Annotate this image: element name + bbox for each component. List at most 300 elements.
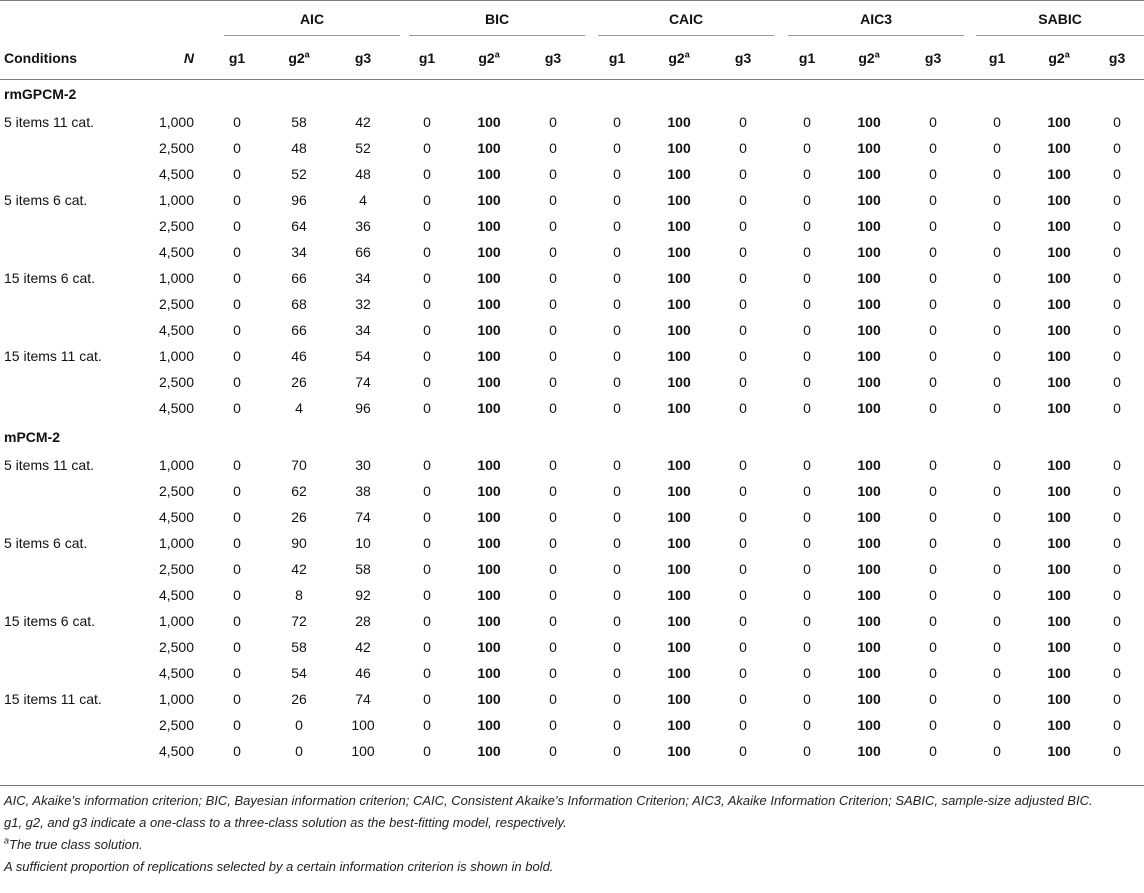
n-cell: 4,500 <box>158 244 194 260</box>
aic-value-cell: 4 <box>295 400 303 416</box>
bic-value-cell: 0 <box>423 561 431 577</box>
aic-value-cell: 70 <box>291 457 307 473</box>
aic3-value-cell: 100 <box>857 114 881 130</box>
bic-value-cell: 0 <box>549 348 557 364</box>
caic-value-cell: 100 <box>667 322 691 338</box>
aic3-value-cell: 0 <box>803 665 811 681</box>
caic-value-cell: 100 <box>667 535 691 551</box>
condition-cell: 5 items 6 cat. <box>4 192 88 208</box>
aic3-value-cell: 100 <box>857 322 881 338</box>
sabic-value-cell: 0 <box>1113 483 1121 499</box>
aic3-value-cell: 0 <box>803 192 811 208</box>
caic-value-cell: 0 <box>739 483 747 499</box>
bic-value-cell: 100 <box>477 322 501 338</box>
caic-value-cell: 0 <box>613 691 621 707</box>
n-cell: 1,000 <box>158 192 194 208</box>
aic-value-cell: 96 <box>355 400 371 416</box>
sabic-value-cell: 0 <box>1113 665 1121 681</box>
sabic-value-cell: 0 <box>1113 192 1121 208</box>
aic3-value-cell: 100 <box>857 561 881 577</box>
aic3-value-cell: 0 <box>929 457 937 473</box>
bic-value-cell: 0 <box>549 218 557 234</box>
aic3-value-cell: 0 <box>929 743 937 759</box>
table-row <box>0 556 1144 582</box>
bic-value-cell: 0 <box>423 296 431 312</box>
aic3-value-cell: 0 <box>929 348 937 364</box>
condition-cell: 15 items 6 cat. <box>4 270 96 286</box>
n-cell: 4,500 <box>158 509 194 525</box>
bic-value-cell: 100 <box>477 535 501 551</box>
n-cell: 2,500 <box>158 140 194 156</box>
class-header-g1-aic3: g1 <box>798 50 816 66</box>
caic-value-cell: 0 <box>739 639 747 655</box>
aic-value-cell: 0 <box>233 218 241 234</box>
bic-value-cell: 0 <box>423 587 431 603</box>
bic-value-cell: 0 <box>423 140 431 156</box>
sabic-value-cell: 0 <box>993 743 1001 759</box>
aic-value-cell: 0 <box>233 509 241 525</box>
table-row <box>0 161 1144 187</box>
bic-value-cell: 100 <box>477 114 501 130</box>
aic3-value-cell: 100 <box>857 270 881 286</box>
condition-cell <box>0 369 140 395</box>
bic-value-cell: 0 <box>423 457 431 473</box>
class-header-g2-aic: g2$^a$ <box>288 49 310 66</box>
table-row <box>0 187 1144 213</box>
condition-cell <box>0 395 140 421</box>
n-cell: 1,000 <box>158 691 194 707</box>
sabic-value-cell: 0 <box>993 613 1001 629</box>
table-row <box>0 369 1144 395</box>
aic3-value-cell: 0 <box>803 218 811 234</box>
aic-value-cell: 0 <box>233 457 241 473</box>
n-header: N <box>183 50 194 66</box>
sabic-value-cell: 0 <box>993 639 1001 655</box>
sabic-value-cell: 0 <box>1113 691 1121 707</box>
caic-value-cell: 100 <box>667 743 691 759</box>
bic-value-cell: 0 <box>549 587 557 603</box>
class-header-g3-sabic: g3 <box>1108 50 1126 66</box>
sabic-value-cell: 0 <box>1113 535 1121 551</box>
bic-value-cell: 0 <box>423 665 431 681</box>
aic-value-cell: 74 <box>355 691 371 707</box>
caic-value-cell: 100 <box>667 296 691 312</box>
caic-value-cell: 0 <box>613 140 621 156</box>
aic3-value-cell: 0 <box>803 509 811 525</box>
bic-value-cell: 100 <box>477 587 501 603</box>
bic-value-cell: 0 <box>423 244 431 260</box>
aic3-value-cell: 0 <box>803 244 811 260</box>
sabic-value-cell: 100 <box>1047 613 1071 629</box>
table-body <box>0 78 1144 764</box>
sabic-value-cell: 0 <box>993 140 1001 156</box>
sabic-value-cell: 100 <box>1047 166 1071 182</box>
bic-value-cell: 100 <box>477 244 501 260</box>
aic3-value-cell: 0 <box>929 400 937 416</box>
aic-value-cell: 36 <box>355 218 371 234</box>
bic-value-cell: 0 <box>549 665 557 681</box>
note-bold: A sufficient proportion of replications selected by a certain information criterion is shown in bold. <box>4 859 554 874</box>
caic-value-cell: 0 <box>739 114 747 130</box>
bic-value-cell: 0 <box>423 166 431 182</box>
bic-value-cell: 100 <box>477 166 501 182</box>
caic-value-cell: 100 <box>667 717 691 733</box>
caic-value-cell: 0 <box>739 192 747 208</box>
class-header-g2-bic: g2$^a$ <box>478 49 500 66</box>
aic-value-cell: 58 <box>291 639 307 655</box>
aic3-value-cell: 0 <box>803 483 811 499</box>
aic3-value-cell: 100 <box>857 457 881 473</box>
criterion-header-bic: BIC <box>396 1 586 38</box>
aic-value-cell: 48 <box>291 140 307 156</box>
bic-value-cell: 0 <box>549 717 557 733</box>
table-row <box>0 738 1144 764</box>
bic-value-cell: 0 <box>423 743 431 759</box>
bic-value-cell: 0 <box>549 457 557 473</box>
sabic-value-cell: 0 <box>993 374 1001 390</box>
condition-cell <box>0 582 140 608</box>
results-table <box>0 1 1144 764</box>
aic-value-cell: 42 <box>355 639 371 655</box>
bic-value-cell: 100 <box>477 743 501 759</box>
sabic-value-cell: 0 <box>1113 322 1121 338</box>
condition-cell <box>0 660 140 686</box>
aic3-value-cell: 100 <box>857 192 881 208</box>
sabic-value-cell: 0 <box>1113 140 1121 156</box>
aic-value-cell: 26 <box>291 691 307 707</box>
bottom-rule <box>0 785 1144 786</box>
table-row <box>0 660 1144 686</box>
aic-value-cell: 26 <box>291 509 307 525</box>
aic-value-cell: 58 <box>355 561 371 577</box>
bic-value-cell: 0 <box>549 114 557 130</box>
caic-value-cell: 0 <box>739 717 747 733</box>
sabic-value-cell: 100 <box>1047 348 1071 364</box>
class-header-g1-bic: g1 <box>418 50 436 66</box>
sabic-value-cell: 100 <box>1047 691 1071 707</box>
bic-value-cell: 0 <box>549 743 557 759</box>
caic-value-cell: 0 <box>613 743 621 759</box>
condition-cell: 5 items 11 cat. <box>4 457 95 473</box>
criterion-header-aic3: AIC3 <box>776 1 966 38</box>
caic-value-cell: 100 <box>667 613 691 629</box>
table-row <box>0 530 1144 556</box>
aic-value-cell: 0 <box>295 743 303 759</box>
n-cell: 2,500 <box>158 483 194 499</box>
table-row <box>0 712 1144 738</box>
aic3-value-cell: 0 <box>803 639 811 655</box>
aic-value-cell: 0 <box>233 348 241 364</box>
caic-value-cell: 0 <box>613 613 621 629</box>
sabic-value-cell: 0 <box>993 218 1001 234</box>
n-cell: 4,500 <box>158 665 194 681</box>
aic-value-cell: 66 <box>291 322 307 338</box>
section-row <box>0 78 1144 109</box>
aic3-value-cell: 0 <box>929 561 937 577</box>
sabic-value-cell: 0 <box>993 717 1001 733</box>
caic-value-cell: 0 <box>613 348 621 364</box>
aic-value-cell: 92 <box>355 587 371 603</box>
aic3-value-cell: 0 <box>803 587 811 603</box>
aic3-value-cell: 0 <box>803 743 811 759</box>
caic-value-cell: 0 <box>613 587 621 603</box>
condition-cell: 5 items 11 cat. <box>4 114 95 130</box>
conditions-header: Conditions <box>4 50 78 66</box>
note-abbreviations: AIC, Akaike’s information criterion; BIC, Bayesian information criterion; CAIC, Consistent Akaike’s Information Criterion; AIC3, Akaike Information Criterion; SABIC, sample-size adjusted BIC. <box>4 793 1093 808</box>
aic3-value-cell: 0 <box>929 114 937 130</box>
caic-value-cell: 0 <box>739 457 747 473</box>
sabic-value-cell: 100 <box>1047 296 1071 312</box>
sabic-value-cell: 0 <box>993 400 1001 416</box>
aic-value-cell: 8 <box>295 587 303 603</box>
aic-value-cell: 46 <box>355 665 371 681</box>
aic-value-cell: 4 <box>359 192 367 208</box>
aic3-value-cell: 0 <box>929 192 937 208</box>
bic-value-cell: 0 <box>423 613 431 629</box>
sabic-value-cell: 100 <box>1047 244 1071 260</box>
caic-value-cell: 100 <box>667 140 691 156</box>
aic-value-cell: 72 <box>291 613 307 629</box>
sabic-value-cell: 0 <box>1113 296 1121 312</box>
aic-value-cell: 0 <box>233 613 241 629</box>
bic-value-cell: 0 <box>423 483 431 499</box>
aic3-value-cell: 100 <box>857 374 881 390</box>
caic-value-cell: 0 <box>739 509 747 525</box>
criterion-header-caic: CAIC <box>586 1 776 38</box>
sabic-value-cell: 0 <box>993 166 1001 182</box>
caic-value-cell: 0 <box>739 218 747 234</box>
bic-value-cell: 0 <box>423 717 431 733</box>
aic-value-cell: 0 <box>233 192 241 208</box>
aic3-value-cell: 0 <box>929 535 937 551</box>
sabic-value-cell: 0 <box>993 244 1001 260</box>
aic3-value-cell: 100 <box>857 587 881 603</box>
aic-value-cell: 38 <box>355 483 371 499</box>
caic-value-cell: 100 <box>667 509 691 525</box>
aic3-value-cell: 100 <box>857 296 881 312</box>
aic3-value-cell: 0 <box>803 114 811 130</box>
condition-cell: 15 items 6 cat. <box>4 613 96 629</box>
sabic-value-cell: 0 <box>993 114 1001 130</box>
n-cell: 1,000 <box>158 613 194 629</box>
caic-value-cell: 0 <box>739 691 747 707</box>
caic-value-cell: 0 <box>613 561 621 577</box>
bic-value-cell: 100 <box>477 561 501 577</box>
sabic-value-cell: 100 <box>1047 114 1071 130</box>
aic-value-cell: 34 <box>355 270 371 286</box>
aic-value-cell: 0 <box>233 166 241 182</box>
sabic-value-cell: 0 <box>1113 613 1121 629</box>
aic-value-cell: 100 <box>351 743 375 759</box>
condition-cell <box>0 317 140 343</box>
caic-value-cell: 0 <box>739 296 747 312</box>
n-cell: 4,500 <box>158 322 194 338</box>
condition-cell <box>0 634 140 660</box>
aic3-value-cell: 0 <box>929 374 937 390</box>
caic-value-cell: 0 <box>739 665 747 681</box>
aic3-value-cell: 100 <box>857 613 881 629</box>
sabic-value-cell: 100 <box>1047 483 1071 499</box>
header-row-criteria <box>0 1 1144 38</box>
true-class-superscript: a <box>684 49 690 60</box>
class-header-g2-sabic: g2$^a$ <box>1048 49 1070 66</box>
caic-value-cell: 100 <box>667 457 691 473</box>
sabic-value-cell: 0 <box>1113 509 1121 525</box>
class-header-g3-bic: g3 <box>544 50 562 66</box>
sabic-value-cell: 0 <box>993 561 1001 577</box>
aic-value-cell: 74 <box>355 509 371 525</box>
bic-value-cell: 0 <box>423 114 431 130</box>
sabic-value-cell: 0 <box>993 691 1001 707</box>
aic-value-cell: 0 <box>233 561 241 577</box>
condition-cell <box>0 556 140 582</box>
bic-value-cell: 100 <box>477 348 501 364</box>
aic3-value-cell: 0 <box>803 400 811 416</box>
table-row <box>0 343 1144 369</box>
condition-cell: 15 items 11 cat. <box>4 691 102 707</box>
aic-value-cell: 34 <box>355 322 371 338</box>
caic-value-cell: 0 <box>739 587 747 603</box>
bic-value-cell: 0 <box>549 270 557 286</box>
bic-value-cell: 100 <box>477 296 501 312</box>
bic-value-cell: 100 <box>477 691 501 707</box>
bic-value-cell: 100 <box>477 192 501 208</box>
bic-value-cell: 0 <box>549 244 557 260</box>
n-cell: 4,500 <box>158 743 194 759</box>
criterion-header-sabic: SABIC <box>966 1 1144 38</box>
sabic-value-cell: 0 <box>1113 374 1121 390</box>
caic-value-cell: 0 <box>739 374 747 390</box>
aic-value-cell: 62 <box>291 483 307 499</box>
table-row <box>0 239 1144 265</box>
condition-cell <box>0 213 140 239</box>
note-superscript: a <box>4 835 10 846</box>
sabic-value-cell: 0 <box>1113 457 1121 473</box>
caic-value-cell: 0 <box>613 296 621 312</box>
sabic-value-cell: 0 <box>993 535 1001 551</box>
bic-value-cell: 0 <box>549 483 557 499</box>
sabic-value-cell: 100 <box>1047 665 1071 681</box>
caic-value-cell: 0 <box>739 270 747 286</box>
bic-value-cell: 100 <box>477 374 501 390</box>
aic3-value-cell: 0 <box>803 613 811 629</box>
bic-value-cell: 0 <box>423 218 431 234</box>
table-row <box>0 213 1144 239</box>
aic3-value-cell: 100 <box>857 400 881 416</box>
caic-value-cell: 100 <box>667 400 691 416</box>
aic3-value-cell: 100 <box>857 639 881 655</box>
sabic-value-cell: 0 <box>993 665 1001 681</box>
table-row <box>0 478 1144 504</box>
n-cell: 2,500 <box>158 218 194 234</box>
table-notes <box>4 792 1140 880</box>
caic-value-cell: 0 <box>613 639 621 655</box>
caic-value-cell: 0 <box>739 244 747 260</box>
aic3-value-cell: 0 <box>929 509 937 525</box>
bic-value-cell: 0 <box>549 509 557 525</box>
table-row <box>0 608 1144 634</box>
aic-value-cell: 26 <box>291 374 307 390</box>
sabic-value-cell: 100 <box>1047 509 1071 525</box>
class-header-g3-caic: g3 <box>734 50 752 66</box>
class-header-g3-aic3: g3 <box>924 50 942 66</box>
table-row <box>0 395 1144 421</box>
sabic-value-cell: 0 <box>993 587 1001 603</box>
caic-value-cell: 0 <box>613 717 621 733</box>
aic3-value-cell: 100 <box>857 743 881 759</box>
bic-value-cell: 0 <box>549 322 557 338</box>
section-title: mPCM-2 <box>4 428 61 445</box>
bic-value-cell: 0 <box>423 535 431 551</box>
bic-value-cell: 0 <box>549 374 557 390</box>
bic-value-cell: 0 <box>549 140 557 156</box>
sabic-value-cell: 0 <box>993 457 1001 473</box>
aic-value-cell: 0 <box>233 639 241 655</box>
sabic-value-cell: 0 <box>993 509 1001 525</box>
aic-value-cell: 0 <box>233 535 241 551</box>
sabic-value-cell: 100 <box>1047 322 1071 338</box>
aic3-value-cell: 0 <box>803 140 811 156</box>
caic-value-cell: 100 <box>667 244 691 260</box>
section-row <box>0 421 1144 452</box>
bic-value-cell: 0 <box>549 166 557 182</box>
aic3-value-cell: 0 <box>929 691 937 707</box>
sabic-value-cell: 100 <box>1047 140 1071 156</box>
aic-value-cell: 90 <box>291 535 307 551</box>
caic-value-cell: 0 <box>739 322 747 338</box>
aic-value-cell: 0 <box>233 322 241 338</box>
aic3-value-cell: 0 <box>803 717 811 733</box>
n-cell: 1,000 <box>158 348 194 364</box>
aic-value-cell: 0 <box>233 140 241 156</box>
caic-value-cell: 100 <box>667 270 691 286</box>
aic3-value-cell: 0 <box>803 691 811 707</box>
table-row <box>0 317 1144 343</box>
aic-value-cell: 54 <box>291 665 307 681</box>
table-row <box>0 634 1144 660</box>
sabic-value-cell: 0 <box>993 322 1001 338</box>
aic-value-cell: 30 <box>355 457 371 473</box>
caic-value-cell: 0 <box>613 483 621 499</box>
caic-value-cell: 100 <box>667 114 691 130</box>
aic3-value-cell: 0 <box>803 561 811 577</box>
caic-value-cell: 0 <box>739 613 747 629</box>
sabic-value-cell: 0 <box>1113 717 1121 733</box>
bic-value-cell: 100 <box>477 270 501 286</box>
aic-value-cell: 0 <box>233 296 241 312</box>
caic-value-cell: 100 <box>667 561 691 577</box>
aic3-value-cell: 0 <box>929 613 937 629</box>
bic-value-cell: 100 <box>477 613 501 629</box>
true-class-superscript: a <box>874 49 880 60</box>
criterion-header-aic: AIC <box>206 1 396 38</box>
sabic-value-cell: 0 <box>1113 114 1121 130</box>
sabic-value-cell: 0 <box>1113 166 1121 182</box>
bic-value-cell: 0 <box>549 613 557 629</box>
sabic-value-cell: 100 <box>1047 743 1071 759</box>
caic-value-cell: 0 <box>613 509 621 525</box>
bic-value-cell: 100 <box>477 509 501 525</box>
aic-value-cell: 0 <box>233 483 241 499</box>
aic3-value-cell: 100 <box>857 535 881 551</box>
sabic-value-cell: 0 <box>1113 218 1121 234</box>
aic3-value-cell: 0 <box>803 348 811 364</box>
aic-value-cell: 96 <box>291 192 307 208</box>
bic-value-cell: 100 <box>477 665 501 681</box>
n-cell: 2,500 <box>158 639 194 655</box>
n-cell: 1,000 <box>158 535 194 551</box>
aic-value-cell: 10 <box>355 535 371 551</box>
